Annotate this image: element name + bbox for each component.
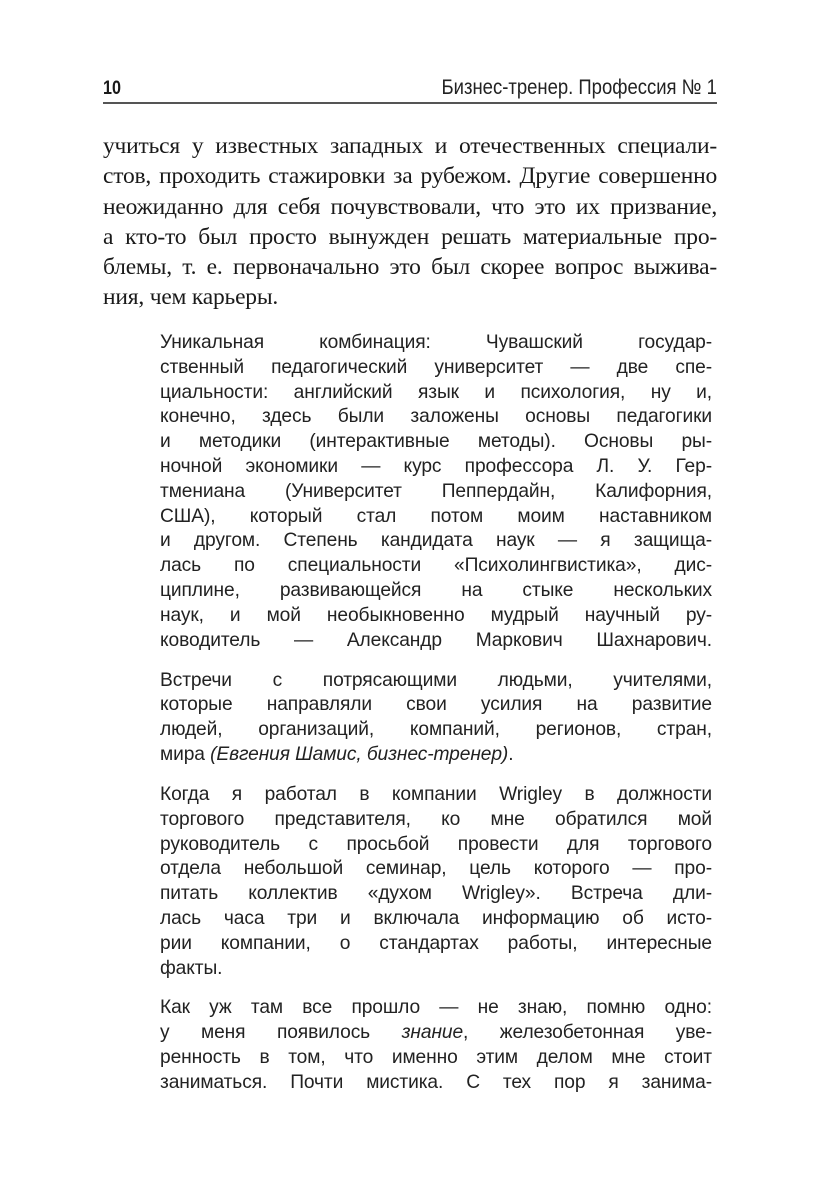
text-line: торгового представителя, ко мне обратился мой <box>160 808 712 830</box>
text-line: ренность в том, что именно этим делом мне стоит <box>160 1047 712 1069</box>
text-segment: мира <box>160 743 211 765</box>
text-segment: . <box>508 743 514 765</box>
text-line: учиться у известных западных и отечественных специали- <box>103 133 717 159</box>
text-line: Уникальная комбинация: Чувашский государ- <box>160 332 712 353</box>
text-line: лась по специальности «Психолингвистика», дис- <box>160 555 712 577</box>
text-line: и другом. Степень кандидата наук — я защища- <box>160 530 712 552</box>
text-line: заниматься. Почти мистика. С тех пор я занима- <box>160 1071 712 1093</box>
text-line: наук, и мой необыкновенно мудрый научный ру- <box>160 604 712 626</box>
text-line: циальности: английский язык и психология, ну и, <box>160 381 712 403</box>
quote-paragraph <box>160 669 712 768</box>
text-line: ния, чем карьеры. <box>103 284 279 311</box>
page-number: 10 <box>103 78 121 99</box>
text-line: конечно, здесь были заложены основы педагогики <box>160 406 712 428</box>
text-line: лась часа три и включала информацию об исто- <box>160 907 712 929</box>
text-line: тмениана (Университет Пеппердайн, Калифорния, <box>160 480 712 502</box>
text-line: неожиданно для себя почувствовали, что это их призвание, <box>103 193 717 220</box>
text-line: и методики (интерактивные методы). Основы ры- <box>160 431 712 453</box>
text-line: ководитель — Александр Маркович Шахнарович. <box>160 629 712 651</box>
emphasis: знание <box>401 1022 464 1044</box>
text-line <box>160 1021 712 1046</box>
text-line: блемы, т. е. первоначально это был скорее вопрос выжива- <box>103 254 717 281</box>
text-line: Как уж там все прошло — не знаю, помню одно: <box>160 997 712 1019</box>
text-line: стов, проходить стажировки за рубежом. Другие совершенно <box>103 163 717 190</box>
quote-paragraph <box>160 996 712 1095</box>
text-line: ственный педагогический университет — две спе- <box>160 356 712 378</box>
quote-paragraph <box>160 783 712 981</box>
text-segment: , железобетонная уве- <box>463 1022 712 1044</box>
quote-block <box>160 331 712 1111</box>
text-line: руководитель с просьбой провести для торгового <box>160 833 712 855</box>
text-line: а кто-то был просто вынужден решать материальные про- <box>103 223 717 250</box>
text-line: питать коллектив «духом Wrigley». Встреча дли- <box>160 883 712 905</box>
body-paragraph <box>103 131 717 313</box>
running-title: Бизнес-тренер. Профессия № 1 <box>441 76 717 99</box>
text-line: США), который стал потом моим наставником <box>160 505 712 527</box>
quote-paragraph <box>160 331 712 653</box>
text-segment: у меня появилось <box>160 1022 402 1044</box>
text-line: циплине, развивающейся на стыке нескольких <box>160 579 712 601</box>
text-line: которые направляли свои усилия на развитие <box>160 694 712 716</box>
attribution: (Евгения Шамис, бизнес-тренер) <box>210 743 509 765</box>
text-line: людей, организаций, компаний, регионов, стран, <box>160 719 712 741</box>
text-line: рии компании, о стандартах работы, интересные <box>160 932 712 954</box>
running-header <box>103 76 717 104</box>
text-line <box>160 743 712 768</box>
text-line: Встречи с потрясающими людьми, учителями, <box>160 669 712 691</box>
text-line: Когда я работал в компании Wrigley в должности <box>160 783 712 805</box>
text-line: отдела небольшой семинар, цель которого — про- <box>160 858 712 880</box>
text-line: факты. <box>160 957 223 979</box>
text-line: ночной экономики — курс профессора Л. У. Гер- <box>160 455 712 477</box>
